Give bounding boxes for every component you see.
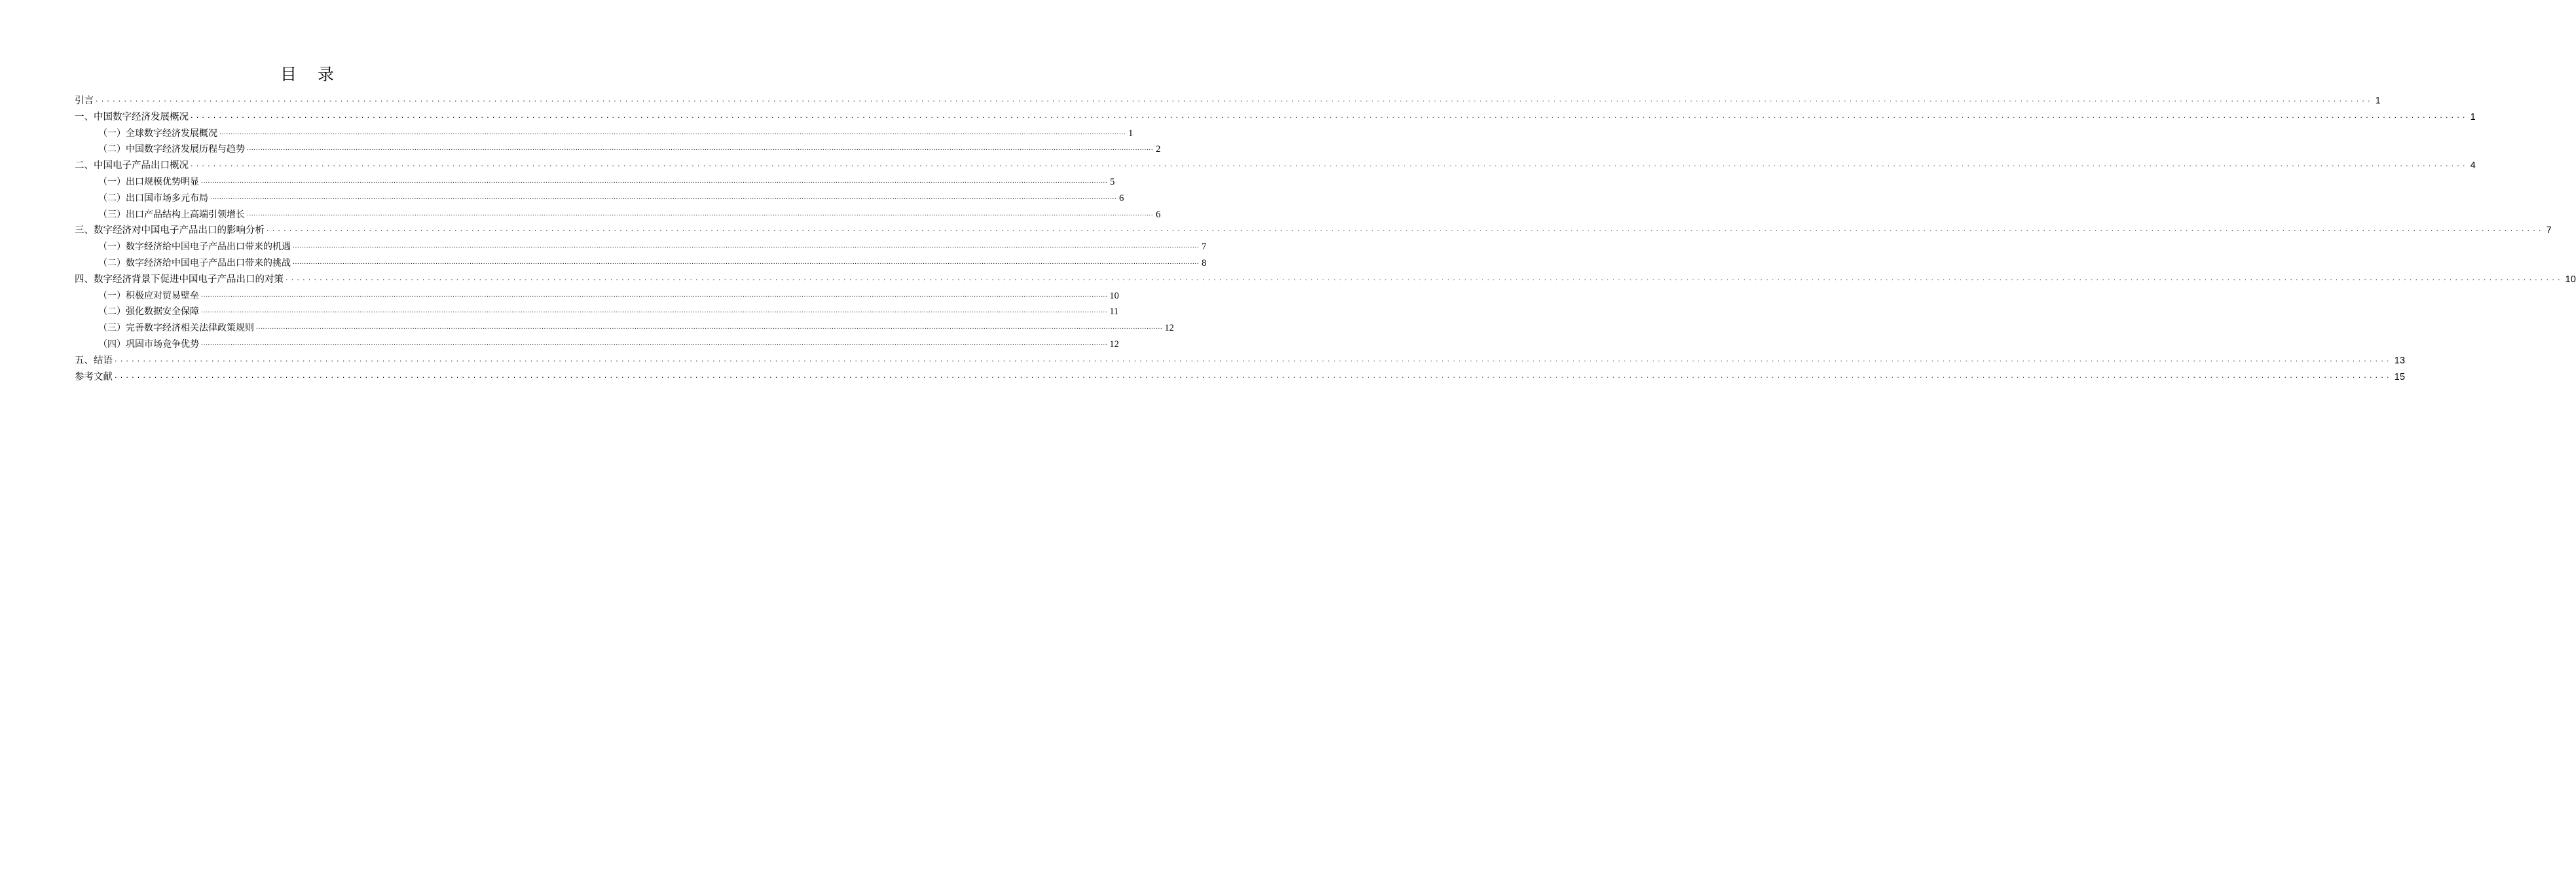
toc-subentry[interactable] [75,207,1161,223]
toc-page-number: 10 [2565,274,2576,285]
toc-subentry[interactable] [75,337,1119,353]
toc-subentry[interactable] [75,288,1119,304]
toc-page-number: 1 [1128,128,1133,139]
toc-dot-leader: ................................................................................................................................................................................................................................................................................................................................................................................................................ [201,308,1108,315]
toc-entry-title: 参考文献 [75,371,113,382]
toc-dot-leader: ................................................................................................................................................................................................................................................................................................................................................................................................................ [191,160,2469,169]
toc-entry-title: （三）完善数字经济相关法律政策规则 [98,323,254,334]
toc-dot-leader: ................................................................................................................................................................................................................................................................................................................................................................................................................ [267,225,2545,234]
toc-dot-leader: ................................................................................................................................................................................................................................................................................................................................................................................................................ [201,177,1108,185]
toc-subentry[interactable] [75,126,1133,142]
toc-dot-leader: ................................................................................................................................................................................................................................................................................................................................................................................................................ [115,371,2393,380]
toc-dot-leader: ................................................................................................................................................................................................................................................................................................................................................................................................................ [293,243,1200,250]
toc-page-number: 13 [2394,355,2405,366]
toc-dot-leader: ................................................................................................................................................................................................................................................................................................................................................................................................................ [247,145,1154,153]
toc-dot-leader: ................................................................................................................................................................................................................................................................................................................................................................................................................ [115,354,2393,363]
toc-dot-leader: ................................................................................................................................................................................................................................................................................................................................................................................................................ [293,259,1200,266]
toc-entry-title: （一）数字经济给中国电子产品出口带来的机遇 [98,242,291,253]
toc-page-number: 15 [2394,371,2405,382]
toc-entry-title: （一）全球数字经济发展概况 [98,128,217,139]
toc-dot-leader: ................................................................................................................................................................................................................................................................................................................................................................................................................ [210,194,1117,201]
toc-entry[interactable] [75,353,2405,369]
toc-dot-leader: ................................................................................................................................................................................................................................................................................................................................................................................................................ [96,95,2374,103]
toc-entry-title: （二）数字经济给中国电子产品出口带来的挑战 [98,257,291,268]
toc-dot-leader: ................................................................................................................................................................................................................................................................................................................................................................................................................ [219,129,1126,136]
toc-subentry[interactable] [75,239,1207,255]
toc-entry-title: 五、结语 [75,355,113,366]
toc-subentry[interactable] [75,191,1124,207]
toc-page-number: 6 [1156,209,1161,220]
toc-entry-title: 四、数字经济背景下促进中国电子产品出口的对策 [75,274,284,285]
toc-list [75,93,2576,385]
toc-page-number: 1 [2470,111,2476,122]
toc-entry-title: （三）出口产品结构上高端引领增长 [98,209,245,220]
toc-subentry[interactable] [75,141,1161,158]
toc-subentry[interactable] [75,304,1119,320]
toc-entry[interactable] [75,158,2476,174]
toc-page-number: 10 [1109,290,1119,301]
toc-entry[interactable] [75,272,2576,288]
toc-dot-leader: ................................................................................................................................................................................................................................................................................................................................................................................................................ [247,210,1154,217]
toc-entry-title: 三、数字经济对中国电子产品出口的影响分析 [75,225,265,236]
toc-page-number: 12 [1164,323,1174,334]
toc-subentry[interactable] [75,174,1115,191]
toc-subentry[interactable] [75,255,1207,272]
toc-subentry[interactable] [75,320,1174,337]
toc-page-number: 4 [2470,160,2476,172]
toc-page-number: 8 [1202,257,1207,268]
toc-page-number: 5 [1110,176,1115,187]
toc-entry[interactable] [75,93,2381,109]
toc-dot-leader: ................................................................................................................................................................................................................................................................................................................................................................................................................ [285,273,2564,282]
toc-dot-leader: ................................................................................................................................................................................................................................................................................................................................................................................................................ [201,291,1108,299]
toc-page-number: 7 [2546,225,2552,236]
toc-entry-title: （二）出口国市场多元布局 [98,192,208,204]
toc-entry-title: （四）巩固市场竞争优势 [98,339,199,350]
toc-entry-title: 引言 [75,96,94,106]
toc-entry[interactable] [75,223,2552,239]
toc-page-number: 1 [2375,96,2381,106]
toc-page-number: 6 [1119,192,1124,204]
toc-entry-title: 一、中国数字经济发展概况 [75,111,189,122]
toc-entry-title: 二、中国电子产品出口概况 [75,160,189,172]
toc-entry-title: （一）出口规模优势明显 [98,176,199,187]
toc-dot-leader: ................................................................................................................................................................................................................................................................................................................................................................................................................ [256,324,1163,331]
toc-page-number: 2 [1156,144,1161,155]
toc-entry-title: （一）积极应对贸易壁垒 [98,290,199,301]
toc-page-number: 11 [1109,306,1119,318]
toc-entry-title: （二）强化数据安全保障 [98,306,199,318]
toc-page-number: 7 [1202,242,1207,253]
toc-title: 目 录 [280,65,342,84]
toc-entry[interactable] [75,369,2405,386]
toc-page-number: 12 [1109,339,1119,350]
toc-entry-title: （二）中国数字经济发展历程与趋势 [98,144,245,155]
toc-dot-leader: ................................................................................................................................................................................................................................................................................................................................................................................................................ [191,111,2469,120]
toc-dot-leader: ................................................................................................................................................................................................................................................................................................................................................................................................................ [201,340,1108,347]
toc-entry[interactable] [75,109,2476,126]
